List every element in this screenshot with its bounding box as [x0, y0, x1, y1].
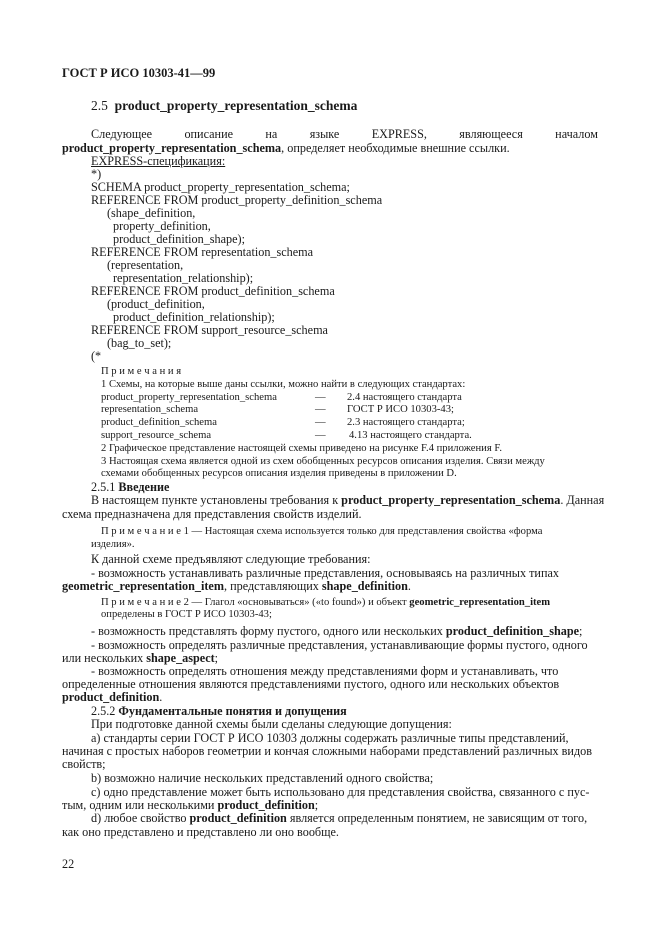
section-number: 2.5 [91, 98, 108, 113]
code-line: product_definition_shape); [113, 232, 245, 246]
requirement-line [91, 625, 582, 638]
text: или нескольких [62, 651, 147, 665]
document-header: ГОСТ Р ИСО 10303-41—99 [62, 66, 216, 80]
ref-schema: representation_schema [101, 404, 199, 415]
text: . [407, 579, 411, 593]
text: . Данная [560, 493, 605, 507]
intro-line-1 [91, 128, 598, 141]
ref-schema: product_definition_schema [101, 417, 217, 428]
assumption-line: b) возможно наличие нескольких представлений одного свойства; [91, 771, 434, 785]
assumption-line: свойств; [62, 757, 106, 771]
note-1: 1 Схемы, на которые выше даны ссылки, можно найти в следующих стандартах: [101, 379, 466, 390]
note-line: П р и м е ч а н и е 1 — Настоящая схема используется только для представления свойства «форма [101, 526, 543, 537]
code-line: REFERENCE FROM product_definition_schema [91, 284, 335, 298]
text: , представляющих [224, 579, 322, 593]
requirement-line [62, 691, 162, 704]
code-line: (representation, [107, 258, 184, 272]
notes-heading: П р и м е ч а н и я [101, 366, 182, 377]
schema-name: product_property_representation_schema [341, 493, 561, 507]
code-line: product_definition_relationship); [113, 310, 275, 324]
ref-dash: — [315, 404, 326, 415]
intro-word: на [265, 127, 278, 141]
intro-word: являющееся [459, 127, 523, 141]
entity-name: shape_definition [321, 579, 408, 593]
text: В настоящем пункте установлены требования к [91, 493, 342, 507]
note-line: изделия». [91, 539, 135, 550]
ref-schema: support_resource_schema [101, 430, 212, 441]
ref-target: ГОСТ Р ИСО 10303-43; [347, 404, 454, 415]
ref-dash: — [315, 417, 326, 428]
entity-name: product_definition [62, 690, 160, 704]
intro-word: описание [184, 127, 233, 141]
entity-name: product_definition_shape [445, 624, 580, 638]
ref-target: 2.4 настоящего стандарта [347, 392, 462, 403]
text: является определенным понятием, не зависящим от того, [286, 811, 588, 825]
code-line: (bag_to_set); [107, 336, 172, 350]
express-spec-label: EXPRESS-спецификация: [91, 154, 226, 168]
text: ; [314, 798, 319, 812]
entity-name: shape_aspect [146, 651, 215, 665]
requirement-line: определенные отношения являются представлениями пустого, одного или нескольких объектов [62, 677, 560, 691]
note-line: определены в ГОСТ Р ИСО 10303-43; [101, 609, 272, 620]
code-line: property_definition, [113, 219, 211, 233]
section-heading [91, 98, 357, 114]
code-line: representation_relationship); [113, 271, 254, 285]
assumption-line: c) одно представление может быть использовано для представления свойства, связанного с пус- [91, 785, 590, 799]
code-line: (product_definition, [107, 297, 205, 311]
assumption-line: а) стандарты серии ГОСТ Р ИСО 10303 должны содержать различные типы представлений, [91, 731, 569, 745]
code-line: *) [91, 167, 102, 181]
text: тым, одним или несколькими [62, 798, 218, 812]
code-line: (* [91, 349, 102, 363]
note-3-line-2: схемами обобщенных ресурсов описания изделия приведены в приложении D. [101, 468, 457, 479]
requirement-line: - возможность устанавливать различные представления, основываясь на различных типах [91, 566, 559, 580]
entity-name: product_definition [217, 798, 315, 812]
ref-dash: — [315, 392, 326, 403]
section-title: product_property_representation_schema [114, 98, 358, 113]
intro-word: языке [309, 127, 340, 141]
subsection-title: Введение [118, 480, 170, 494]
paragraph-line: К данной схеме предъявляют следующие требования: [91, 552, 371, 566]
paragraph-line: При подготовке данной схемы были сделаны следующие допущения: [91, 717, 452, 731]
note-line [101, 597, 550, 609]
code-line: REFERENCE FROM representation_schema [91, 245, 314, 259]
entity-name: geometric_representation_item [409, 597, 551, 608]
schema-name: product_property_representation_schema [62, 141, 282, 155]
intro-word: Следующее [91, 127, 153, 141]
assumption-line: как оно представлено и представлено ли оно вообще. [62, 825, 339, 839]
requirement-line: - возможность определять отношения между представлениями форм и устанавливать, что [91, 664, 559, 678]
note-3-line-1: 3 Настоящая схема является одной из схем обобщенных ресурсов описания изделия. Связи между [101, 456, 545, 467]
code-line: SCHEMA product_property_representation_schema; [91, 180, 350, 194]
paragraph-line: схема предназначена для представления свойств изделий. [62, 507, 362, 521]
text: . [159, 690, 163, 704]
page-number: 22 [62, 857, 75, 871]
ref-target: 2.3 настоящего стандарта; [347, 417, 465, 428]
text: ; [214, 651, 219, 665]
note-2: 2 Графическое представление настоящей схемы приведено на рисунке F.4 приложения F. [101, 443, 503, 454]
paragraph-line [91, 494, 604, 507]
subsection-number: 2.5.2 [91, 704, 116, 718]
subsection-number: 2.5.1 [91, 480, 116, 494]
requirement-line [62, 580, 411, 593]
assumption-line [91, 812, 587, 825]
ref-target: 4.13 настоящего стандарта. [349, 430, 472, 441]
text: d) любое свойство [91, 811, 190, 825]
code-line: REFERENCE FROM product_property_definition_schema [91, 193, 383, 207]
intro-word: началом [555, 127, 598, 141]
text: ; [579, 624, 583, 638]
intro-word: EXPRESS, [371, 127, 427, 141]
entity-name: geometric_representation_item [62, 579, 224, 593]
text: П р и м е ч а н и е 2 — Глагол «основываться» («to found») и объект [101, 597, 410, 608]
assumption-line: начиная с простых наборов геометрии и кончая сложными наборами представлений различных видов [62, 744, 592, 758]
intro-text: , определяет необходимые внешние ссылки. [281, 141, 510, 155]
entity-name: product_definition [189, 811, 287, 825]
ref-dash: — [315, 430, 326, 441]
code-line: (shape_definition, [107, 206, 196, 220]
requirement-line: - возможность определять различные представления, устанавливающие формы пустого, одного [91, 638, 588, 652]
subsection-title: Фундаментальные понятия и допущения [118, 704, 347, 718]
code-line: REFERENCE FROM support_resource_schema [91, 323, 328, 337]
text: - возможность представлять форму пустого, одного или нескольких [91, 624, 446, 638]
ref-schema: product_property_representation_schema [101, 392, 277, 403]
